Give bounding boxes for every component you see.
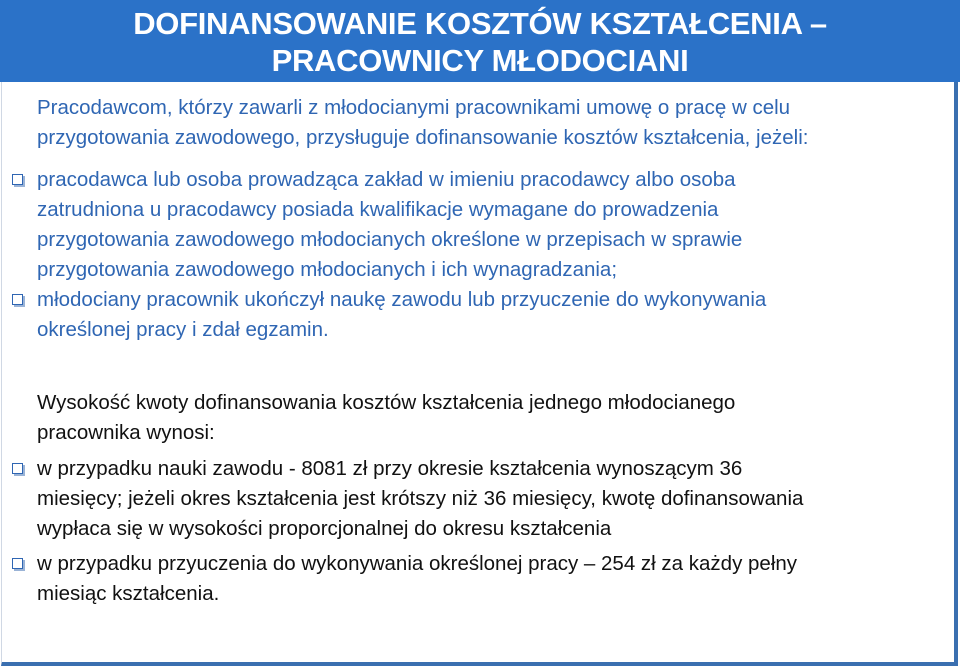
bullet-line: przygotowania zawodowego młodocianych i ich wynagradzania; [37, 258, 618, 281]
checkbox-bullet-icon [12, 463, 23, 474]
intro-line: przygotowania zawodowego, przysługuje dofinansowanie kosztów kształcenia, jeżeli: [37, 126, 809, 149]
checkbox-bullet-icon [12, 174, 23, 185]
bullet-line: zatrudniona u pracodawcy posiada kwalifikacje wymagane do prowadzenia [37, 198, 719, 221]
bullet-line: miesiąc kształcenia. [37, 582, 220, 605]
intro-line: Pracodawcom, którzy zawarli z młodocianymi pracownikami umowę o pracę w celu [37, 96, 791, 119]
title-line-1: DOFINANSOWANIE KOSZTÓW KSZTAŁCENIA – [133, 6, 827, 41]
title-line-2: PRACOWNICY MŁODOCIANI [271, 43, 689, 78]
bullet-line: w przypadku przyuczenia do wykonywania określonej pracy – 254 zł za każdy pełny [37, 552, 798, 575]
bullet-line: określonej pracy i zdał egzamin. [37, 318, 329, 341]
bullet-line: pracodawca lub osoba prowadząca zakład w imieniu pracodawcy albo osoba [37, 168, 736, 191]
bullet-line: przygotowania zawodowego młodocianych określone w przepisach w sprawie [37, 228, 743, 251]
intro-line: Wysokość kwoty dofinansowania kosztów kształcenia jednego młodocianego [37, 391, 736, 414]
bullet-line: w przypadku nauki zawodu - 8081 zł przy okresie kształcenia wynoszącym 36 [37, 457, 743, 480]
intro-line: pracownika wynosi: [37, 421, 215, 444]
checkbox-bullet-icon [12, 294, 23, 305]
slide-header [0, 0, 960, 82]
checkbox-bullet-icon [12, 558, 23, 569]
bullet-line: miesięcy; jeżeli okres kształcenia jest krótszy niż 36 miesięcy, kwotę dofinansowania [37, 487, 804, 510]
bullet-line: młodociany pracownik ukończył naukę zawodu lub przyuczenie do wykonywania [37, 288, 767, 311]
bullet-line: wypłaca się w wysokości proporcjonalnej do okresu kształcenia [37, 517, 612, 540]
